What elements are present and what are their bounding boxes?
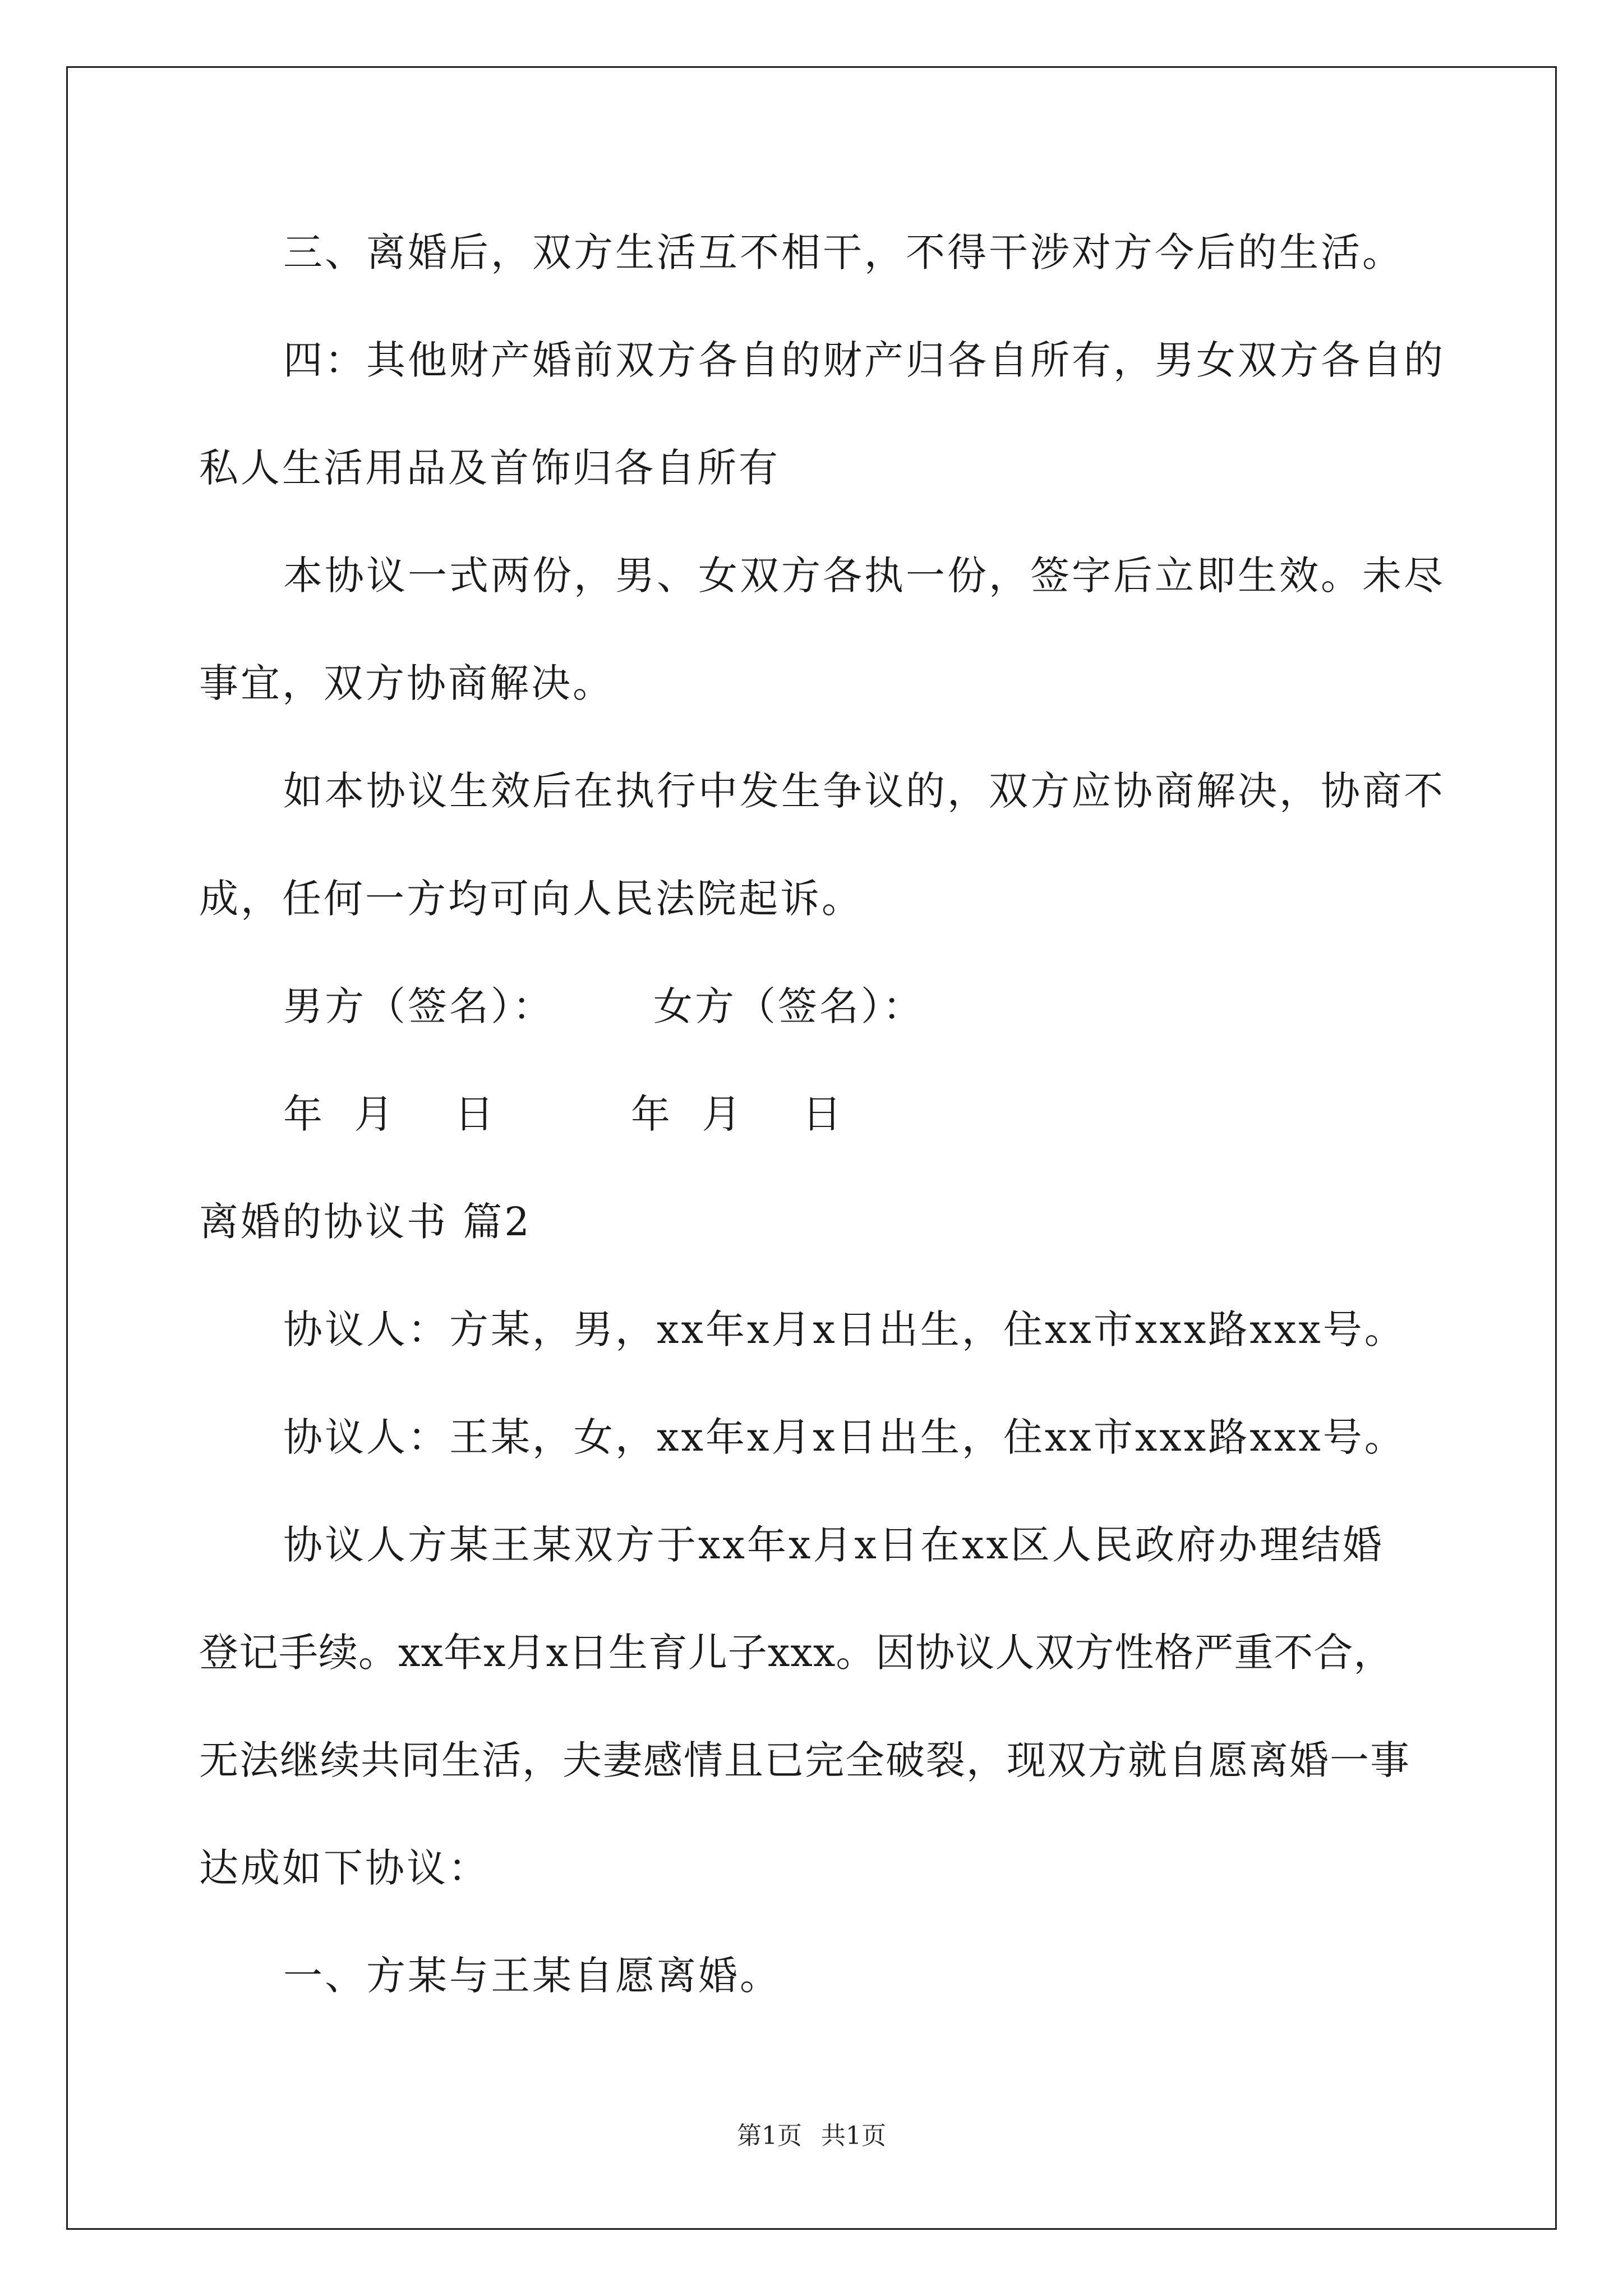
paragraph-marriage-cont-3: 达成如下协议：	[199, 1845, 490, 1891]
male-signature-date: 年 月 日	[283, 1091, 496, 1137]
section-title: 离婚的协议书 篇2	[199, 1199, 532, 1245]
clause-1-divorce: 一、方某与王某自愿离婚。	[283, 1953, 781, 1999]
male-signature-label: 男方（签名）：	[283, 983, 554, 1029]
paragraph-clause-4: 四：其他财产婚前双方各自的财产归各自所有，男女双方各自的	[283, 337, 1445, 383]
page-number-total: 共1页	[821, 2122, 886, 2150]
page-number-current: 第1页	[737, 2122, 802, 2150]
paragraph-copies: 本协议一式两份，男、女双方各执一份，签字后立即生效。未尽	[283, 553, 1445, 599]
paragraph-copies-cont: 事宜，双方协商解决。	[199, 660, 614, 706]
party-1: 协议人：方某，男，xx年x月x日出生，住xx市xxx路xxx号。	[283, 1306, 1406, 1352]
paragraph-clause-3: 三、离婚后，双方生活互不相干，不得干涉对方今后的生活。	[283, 229, 1404, 275]
paragraph-clause-4-cont: 私人生活用品及首饰归各自所有	[199, 445, 780, 491]
paragraph-marriage-cont-2: 无法继续共同生活，夫妻感情且已完全破裂，现双方就自愿离婚一事	[199, 1737, 1410, 1783]
paragraph-marriage: 协议人方某王某双方于xx年x月x日在xx区人民政府办理结婚	[283, 1522, 1384, 1568]
page-border	[66, 66, 1557, 2230]
paragraph-dispute: 如本协议生效后在执行中发生争议的，双方应协商解决，协商不	[283, 768, 1445, 814]
page-footer	[0, 2119, 1623, 2153]
party-2: 协议人：王某，女，xx年x月x日出生，住xx市xxx路xxx号。	[283, 1414, 1406, 1460]
female-signature-date: 年 月 日	[631, 1091, 844, 1137]
paragraph-marriage-cont-1: 登记手续。xx年x月x日生育儿子xxx。因协议人双方性格严重不合，	[199, 1630, 1394, 1676]
paragraph-dispute-cont: 成，任何一方均可向人民法院起诉。	[199, 876, 863, 922]
female-signature-label: 女方（签名）：	[653, 983, 924, 1029]
